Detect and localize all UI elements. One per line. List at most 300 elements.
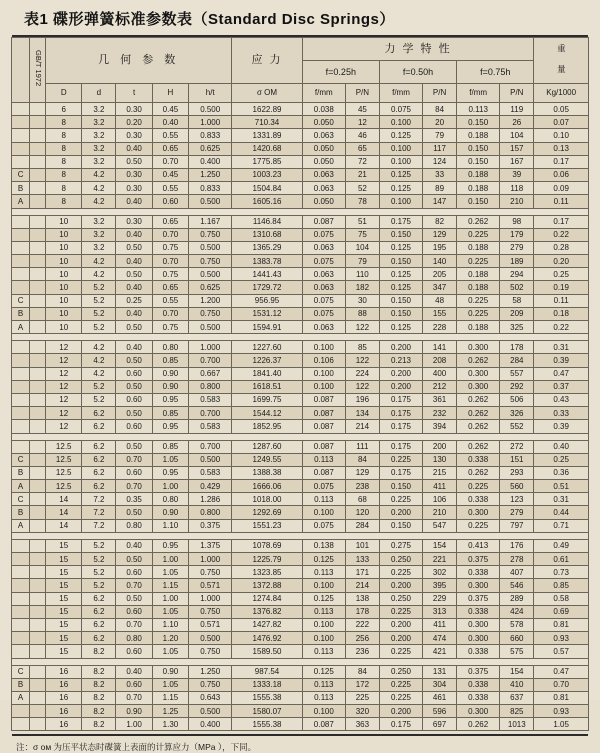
cell: 0.100 bbox=[379, 195, 422, 208]
row-standard-cell bbox=[30, 380, 46, 393]
cell: 0.73 bbox=[534, 566, 589, 579]
cell: 325 bbox=[500, 321, 534, 334]
table-row bbox=[12, 718, 589, 731]
cell: 7.2 bbox=[82, 506, 116, 519]
row-class-label bbox=[12, 241, 30, 254]
cell: 0.150 bbox=[379, 255, 422, 268]
cell: 104 bbox=[500, 129, 534, 142]
table-row bbox=[12, 241, 589, 254]
header-standard: GB/T 1972 bbox=[30, 38, 46, 103]
cell: 0.225 bbox=[379, 453, 422, 466]
cell: 6.2 bbox=[82, 440, 116, 453]
cell: 141 bbox=[423, 341, 457, 354]
cell: 292 bbox=[500, 380, 534, 393]
cell: 0.087 bbox=[302, 215, 345, 228]
cell: 151 bbox=[500, 453, 534, 466]
cell: 30 bbox=[345, 294, 379, 307]
cell: 0.55 bbox=[152, 129, 188, 142]
row-standard-cell bbox=[30, 341, 46, 354]
table-row bbox=[12, 519, 589, 532]
cell: 0.90 bbox=[152, 367, 188, 380]
cell: 0.50 bbox=[116, 440, 152, 453]
cell: 52 bbox=[345, 182, 379, 195]
row-standard-cell bbox=[30, 354, 46, 367]
cell: 0.338 bbox=[457, 493, 500, 506]
cell: 0.262 bbox=[457, 466, 500, 479]
row-standard-cell bbox=[30, 506, 46, 519]
table-row bbox=[12, 294, 589, 307]
cell: 1594.91 bbox=[232, 321, 302, 334]
cell: 400 bbox=[423, 367, 457, 380]
cell: 0.125 bbox=[302, 592, 345, 605]
cell: 1323.85 bbox=[232, 566, 302, 579]
cell: 0.09 bbox=[534, 182, 589, 195]
cell: 6.2 bbox=[82, 466, 116, 479]
cell: 8.2 bbox=[82, 678, 116, 691]
row-standard-cell bbox=[30, 579, 46, 592]
cell: 189 bbox=[500, 255, 534, 268]
cell: 8.2 bbox=[82, 718, 116, 731]
cell: 0.70 bbox=[534, 678, 589, 691]
table-row bbox=[12, 255, 589, 268]
cell: 1.05 bbox=[152, 605, 188, 618]
cell: 0.113 bbox=[457, 103, 500, 116]
cell: 0.643 bbox=[189, 691, 232, 704]
cell: 119 bbox=[500, 103, 534, 116]
cell: 82 bbox=[423, 215, 457, 228]
cell: 0.667 bbox=[189, 367, 232, 380]
table-row bbox=[12, 195, 589, 208]
cell: 0.500 bbox=[189, 268, 232, 281]
cell: 14 bbox=[46, 506, 82, 519]
cell: 0.05 bbox=[534, 103, 589, 116]
group-separator bbox=[12, 208, 589, 215]
cell: 12.5 bbox=[46, 466, 82, 479]
cell: 20 bbox=[423, 116, 457, 129]
cell: 0.200 bbox=[379, 579, 422, 592]
cell: 0.087 bbox=[302, 466, 345, 479]
cell: 6.2 bbox=[82, 605, 116, 618]
cell: 1.00 bbox=[152, 553, 188, 566]
cell: 0.50 bbox=[116, 553, 152, 566]
cell: 0.100 bbox=[302, 705, 345, 718]
cell: 0.300 bbox=[457, 632, 500, 645]
cell: 0.250 bbox=[379, 592, 422, 605]
cell: 552 bbox=[500, 420, 534, 433]
cell: 0.47 bbox=[534, 665, 589, 678]
cell: 84 bbox=[345, 665, 379, 678]
cell: 195 bbox=[423, 241, 457, 254]
cell: 0.30 bbox=[116, 103, 152, 116]
group-separator-cell bbox=[12, 532, 589, 539]
header-stress: 应 力 bbox=[232, 38, 302, 84]
cell: 0.750 bbox=[189, 678, 232, 691]
cell: 0.375 bbox=[457, 665, 500, 678]
row-class-label: C bbox=[12, 493, 30, 506]
cell: 0.750 bbox=[189, 255, 232, 268]
cell: 0.100 bbox=[302, 618, 345, 631]
row-standard-cell bbox=[30, 307, 46, 320]
cell: 1003.23 bbox=[232, 168, 302, 181]
cell: 129 bbox=[423, 228, 457, 241]
cell: 10 bbox=[46, 255, 82, 268]
header-col-weight-unit: Kg/1000 bbox=[534, 84, 589, 103]
cell: 0.30 bbox=[116, 215, 152, 228]
cell: 1.00 bbox=[152, 592, 188, 605]
header-mechanical: 力 学 特 性 bbox=[302, 38, 534, 61]
cell: 0.188 bbox=[457, 281, 500, 294]
cell: 1852.95 bbox=[232, 420, 302, 433]
cell: 0.75 bbox=[152, 268, 188, 281]
cell: 256 bbox=[345, 632, 379, 645]
cell: 110 bbox=[345, 268, 379, 281]
cell: 0.60 bbox=[116, 420, 152, 433]
cell: 0.150 bbox=[457, 142, 500, 155]
cell: 16 bbox=[46, 691, 82, 704]
cell: 8 bbox=[46, 155, 82, 168]
cell: 10 bbox=[46, 321, 82, 334]
cell: 987.54 bbox=[232, 665, 302, 678]
row-class-label bbox=[12, 553, 30, 566]
cell: 0.150 bbox=[379, 480, 422, 493]
row-class-label bbox=[12, 440, 30, 453]
cell: 176 bbox=[500, 539, 534, 552]
cell: 0.95 bbox=[152, 420, 188, 433]
header-col-p2: P/N bbox=[423, 84, 457, 103]
cell: 0.90 bbox=[152, 506, 188, 519]
cell: 8.2 bbox=[82, 705, 116, 718]
row-standard-cell bbox=[30, 605, 46, 618]
cell: 0.60 bbox=[116, 645, 152, 658]
cell: 0.100 bbox=[302, 367, 345, 380]
row-standard-cell bbox=[30, 519, 46, 532]
cell: 0.50 bbox=[116, 407, 152, 420]
cell: 0.225 bbox=[457, 519, 500, 532]
cell: 0.063 bbox=[302, 321, 345, 334]
cell: 12 bbox=[46, 380, 82, 393]
row-standard-cell bbox=[30, 453, 46, 466]
cell: 0.225 bbox=[379, 678, 422, 691]
cell: 0.750 bbox=[189, 605, 232, 618]
row-class-label bbox=[12, 268, 30, 281]
cell: 0.125 bbox=[302, 553, 345, 566]
table-row bbox=[12, 678, 589, 691]
cell: 0.262 bbox=[457, 718, 500, 731]
cell: 0.200 bbox=[379, 341, 422, 354]
cell: 0.075 bbox=[302, 519, 345, 532]
row-standard-cell bbox=[30, 420, 46, 433]
cell: 0.60 bbox=[152, 195, 188, 208]
row-standard-cell bbox=[30, 294, 46, 307]
group-separator-cell bbox=[12, 334, 589, 341]
cell: 1333.18 bbox=[232, 678, 302, 691]
row-class-label bbox=[12, 393, 30, 406]
cell: 0.33 bbox=[534, 407, 589, 420]
cell: 0.30 bbox=[116, 129, 152, 142]
cell: 26 bbox=[500, 116, 534, 129]
cell: 0.22 bbox=[534, 321, 589, 334]
row-class-label: A bbox=[12, 519, 30, 532]
cell: 0.106 bbox=[302, 354, 345, 367]
cell: 0.50 bbox=[116, 380, 152, 393]
row-class-label bbox=[12, 566, 30, 579]
cell: 120 bbox=[345, 506, 379, 519]
cell: 0.125 bbox=[379, 268, 422, 281]
row-standard-cell bbox=[30, 678, 46, 691]
cell: 4.2 bbox=[82, 195, 116, 208]
cell: 5.2 bbox=[82, 393, 116, 406]
row-standard-cell bbox=[30, 539, 46, 552]
cell: 421 bbox=[423, 645, 457, 658]
cell: 697 bbox=[423, 718, 457, 731]
cell: 122 bbox=[345, 321, 379, 334]
cell: 0.338 bbox=[457, 645, 500, 658]
cell: 0.95 bbox=[152, 466, 188, 479]
cell: 133 bbox=[345, 553, 379, 566]
cell: 0.80 bbox=[116, 632, 152, 645]
cell: 8.2 bbox=[82, 665, 116, 678]
cell: 0.583 bbox=[189, 466, 232, 479]
row-class-label bbox=[12, 142, 30, 155]
cell: 411 bbox=[423, 618, 457, 631]
cell: 0.113 bbox=[302, 453, 345, 466]
table-row bbox=[12, 579, 589, 592]
cell: 0.050 bbox=[302, 195, 345, 208]
cell: 124 bbox=[423, 155, 457, 168]
group-separator-cell bbox=[12, 208, 589, 215]
table-row bbox=[12, 341, 589, 354]
cell: 79 bbox=[345, 255, 379, 268]
row-standard-cell bbox=[30, 393, 46, 406]
cell: 8 bbox=[46, 129, 82, 142]
cell: 232 bbox=[423, 407, 457, 420]
cell: 293 bbox=[500, 466, 534, 479]
cell: 46 bbox=[345, 129, 379, 142]
cell: 0.087 bbox=[302, 393, 345, 406]
row-standard-cell bbox=[30, 705, 46, 718]
cell: 0.262 bbox=[457, 393, 500, 406]
cell: 0.10 bbox=[534, 129, 589, 142]
row-class-label bbox=[12, 228, 30, 241]
cell: 104 bbox=[345, 241, 379, 254]
cell: 347 bbox=[423, 281, 457, 294]
cell: 0.429 bbox=[189, 480, 232, 493]
cell: 1555.38 bbox=[232, 691, 302, 704]
cell: 0.188 bbox=[457, 241, 500, 254]
cell: 228 bbox=[423, 321, 457, 334]
cell: 0.175 bbox=[379, 420, 422, 433]
cell: 0.225 bbox=[379, 605, 422, 618]
cell: 0.063 bbox=[302, 129, 345, 142]
cell: 3.2 bbox=[82, 228, 116, 241]
cell: 0.063 bbox=[302, 168, 345, 181]
cell: 0.583 bbox=[189, 420, 232, 433]
cell: 0.150 bbox=[457, 116, 500, 129]
cell: 6.2 bbox=[82, 592, 116, 605]
cell: 3.2 bbox=[82, 103, 116, 116]
cell: 0.050 bbox=[302, 142, 345, 155]
header-col-sigma: σ OM bbox=[232, 84, 302, 103]
cell: 1.000 bbox=[189, 553, 232, 566]
cell: 1.286 bbox=[189, 493, 232, 506]
cell: 118 bbox=[500, 182, 534, 195]
cell: 12 bbox=[46, 367, 82, 380]
cell: 0.65 bbox=[152, 142, 188, 155]
cell: 101 bbox=[345, 539, 379, 552]
cell: 0.100 bbox=[302, 380, 345, 393]
cell: 0.833 bbox=[189, 129, 232, 142]
cell: 0.087 bbox=[302, 420, 345, 433]
cell: 0.625 bbox=[189, 281, 232, 294]
table-row bbox=[12, 268, 589, 281]
cell: 0.175 bbox=[379, 718, 422, 731]
cell: 461 bbox=[423, 691, 457, 704]
cell: 1420.68 bbox=[232, 142, 302, 155]
cell: 0.95 bbox=[152, 539, 188, 552]
cell: 8 bbox=[46, 168, 82, 181]
cell: 212 bbox=[423, 380, 457, 393]
cell: 0.750 bbox=[189, 645, 232, 658]
cell: 0.213 bbox=[379, 354, 422, 367]
cell: 0.200 bbox=[379, 367, 422, 380]
disc-spring-table bbox=[11, 37, 589, 731]
cell: 0.075 bbox=[302, 294, 345, 307]
cell: 12 bbox=[345, 116, 379, 129]
cell: 0.500 bbox=[189, 241, 232, 254]
cell: 1.000 bbox=[189, 592, 232, 605]
cell: 326 bbox=[500, 407, 534, 420]
cell: 1544.12 bbox=[232, 407, 302, 420]
cell: 1555.38 bbox=[232, 718, 302, 731]
cell: 302 bbox=[423, 566, 457, 579]
cell: 51 bbox=[345, 215, 379, 228]
cell: 1249.55 bbox=[232, 453, 302, 466]
cell: 6 bbox=[46, 103, 82, 116]
cell: 106 bbox=[423, 493, 457, 506]
cell: 1775.85 bbox=[232, 155, 302, 168]
cell: 0.45 bbox=[152, 103, 188, 116]
row-class-label: A bbox=[12, 480, 30, 493]
cell: 0.11 bbox=[534, 294, 589, 307]
cell: 0.40 bbox=[116, 195, 152, 208]
table-header bbox=[12, 38, 589, 103]
cell: 0.113 bbox=[302, 493, 345, 506]
cell: 0.125 bbox=[379, 129, 422, 142]
cell: 131 bbox=[423, 665, 457, 678]
row-class-label bbox=[12, 380, 30, 393]
cell: 710.34 bbox=[232, 116, 302, 129]
cell: 0.750 bbox=[189, 307, 232, 320]
row-standard-cell bbox=[30, 129, 46, 142]
cell: 0.113 bbox=[302, 605, 345, 618]
row-standard-cell bbox=[30, 168, 46, 181]
cell: 15 bbox=[46, 618, 82, 631]
cell: 1.10 bbox=[152, 618, 188, 631]
cell: 0.300 bbox=[457, 380, 500, 393]
cell: 0.150 bbox=[379, 228, 422, 241]
table-row bbox=[12, 453, 589, 466]
cell: 214 bbox=[345, 420, 379, 433]
cell: 279 bbox=[500, 506, 534, 519]
cell: 575 bbox=[500, 645, 534, 658]
row-class-label bbox=[12, 579, 30, 592]
cell: 0.25 bbox=[534, 268, 589, 281]
cell: 797 bbox=[500, 519, 534, 532]
cell: 16 bbox=[46, 718, 82, 731]
cell: 1618.51 bbox=[232, 380, 302, 393]
header-col-f1: f/mm bbox=[302, 84, 345, 103]
row-class-label bbox=[12, 103, 30, 116]
row-class-label bbox=[12, 116, 30, 129]
row-standard-cell bbox=[30, 228, 46, 241]
cell: 7.2 bbox=[82, 493, 116, 506]
cell: 167 bbox=[500, 155, 534, 168]
cell: 0.175 bbox=[379, 215, 422, 228]
cell: 1292.69 bbox=[232, 506, 302, 519]
cell: 0.100 bbox=[379, 116, 422, 129]
cell: 1.20 bbox=[152, 632, 188, 645]
cell: 0.188 bbox=[457, 182, 500, 195]
cell: 0.188 bbox=[457, 129, 500, 142]
cell: 0.038 bbox=[302, 103, 345, 116]
cell: 1287.60 bbox=[232, 440, 302, 453]
cell: 1729.72 bbox=[232, 281, 302, 294]
cell: 0.225 bbox=[457, 255, 500, 268]
cell: 15 bbox=[46, 605, 82, 618]
cell: 39 bbox=[500, 168, 534, 181]
cell: 0.225 bbox=[457, 307, 500, 320]
header-load-075: f=0.75h bbox=[457, 61, 534, 84]
cell: 147 bbox=[423, 195, 457, 208]
cell: 0.65 bbox=[152, 281, 188, 294]
cell: 221 bbox=[423, 553, 457, 566]
cell: 5.2 bbox=[82, 566, 116, 579]
row-standard-cell bbox=[30, 553, 46, 566]
cell: 1427.82 bbox=[232, 618, 302, 631]
cell: 637 bbox=[500, 691, 534, 704]
header-col-f2: f/mm bbox=[379, 84, 422, 103]
cell: 68 bbox=[345, 493, 379, 506]
cell: 0.85 bbox=[534, 579, 589, 592]
cell: 313 bbox=[423, 605, 457, 618]
cell: 407 bbox=[500, 566, 534, 579]
cell: 215 bbox=[423, 466, 457, 479]
cell: 1376.82 bbox=[232, 605, 302, 618]
cell: 0.20 bbox=[116, 116, 152, 129]
cell: 1227.60 bbox=[232, 341, 302, 354]
table-row bbox=[12, 466, 589, 479]
table-row bbox=[12, 103, 589, 116]
row-class-label bbox=[12, 705, 30, 718]
cell: 0.06 bbox=[534, 168, 589, 181]
cell: 0.375 bbox=[457, 592, 500, 605]
group-separator bbox=[12, 334, 589, 341]
cell: 0.175 bbox=[379, 393, 422, 406]
cell: 0.49 bbox=[534, 539, 589, 552]
row-class-label bbox=[12, 632, 30, 645]
cell: 0.100 bbox=[302, 506, 345, 519]
cell: 279 bbox=[500, 241, 534, 254]
cell: 0.18 bbox=[534, 307, 589, 320]
cell: 4.2 bbox=[82, 268, 116, 281]
cell: 0.50 bbox=[116, 241, 152, 254]
cell: 0.413 bbox=[457, 539, 500, 552]
cell: 0.70 bbox=[116, 691, 152, 704]
cell: 0.58 bbox=[534, 592, 589, 605]
cell: 172 bbox=[345, 678, 379, 691]
cell: 8 bbox=[46, 142, 82, 155]
cell: 0.200 bbox=[379, 380, 422, 393]
